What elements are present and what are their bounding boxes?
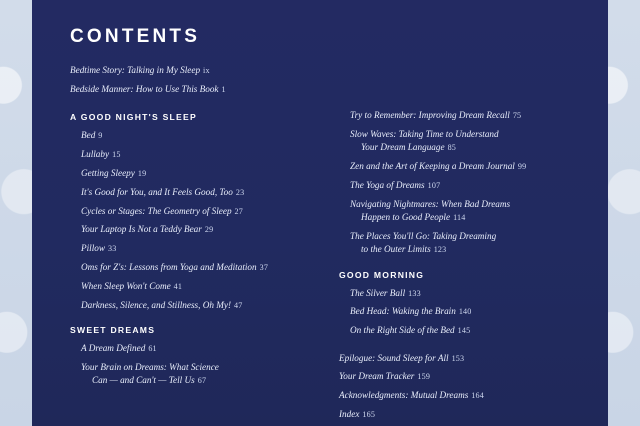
toc-entry-page: 15: [112, 150, 121, 160]
toc-entry-page: 99: [517, 162, 527, 172]
toc-entry-title: Your Dream Tracker: [339, 371, 415, 382]
contents-column-left: [70, 64, 313, 426]
toc-entry-page: 47: [234, 300, 243, 310]
toc-entry-title: Getting Sleepy: [81, 167, 135, 178]
toc-entry-page: 159: [417, 372, 431, 382]
toc-entry-title-line2: Your Dream Language 85: [361, 142, 457, 153]
toc-entry-title: Try to Remember: Improving Dream Recall: [350, 110, 510, 120]
toc-entry[interactable]: [70, 129, 313, 142]
toc-entry-page: 37: [259, 263, 269, 273]
toc-entry[interactable]: [70, 242, 313, 255]
toc-entry[interactable]: [70, 342, 313, 355]
backmatter-list: [339, 352, 582, 422]
toc-entry[interactable]: [339, 305, 582, 318]
toc-entry-title: Oms for Z's: Lessons from Yoga and Meditation: [81, 262, 257, 273]
toc-entry[interactable]: [70, 299, 313, 312]
toc-entry[interactable]: [339, 198, 582, 225]
toc-entry-title: Navigating Nightmares: When Bad Dreams: [350, 198, 511, 209]
toc-entry-page: 1: [221, 84, 226, 94]
toc-entry[interactable]: [339, 109, 582, 122]
toc-entry-title: Zen and the Art of Keeping a Dream Journal: [350, 161, 515, 172]
toc-entry-page: 41: [173, 281, 183, 291]
contents-column-right: [339, 64, 582, 426]
toc-entry[interactable]: [339, 324, 582, 337]
toc-entry[interactable]: [70, 361, 313, 388]
contents-columns: [70, 64, 582, 426]
toc-entry-title: When Sleep Won't Come: [81, 280, 171, 291]
toc-entry-title-line2: to the Outer Limits 123: [361, 244, 447, 255]
toc-entry[interactable]: [70, 280, 313, 293]
toc-entry[interactable]: [339, 408, 582, 421]
toc-entry[interactable]: [339, 179, 582, 192]
toc-entry-page: 145: [457, 326, 471, 336]
toc-entry-page: 29: [204, 225, 214, 235]
toc-entry[interactable]: [70, 223, 313, 236]
toc-entry-title-line2: Can — and Can't — Tell Us 67: [92, 375, 207, 386]
toc-entry-page: 85: [447, 143, 457, 153]
toc-entry-title: A Dream Defined: [81, 343, 146, 354]
toc-entry-title: Your Laptop Is Not a Teddy Bear: [81, 224, 202, 235]
toc-entry-page: 114: [453, 213, 466, 223]
toc-entry-title: Darkness, Silence, and Stillness, Oh My!: [81, 299, 232, 310]
toc-entry-page: 27: [234, 206, 244, 216]
toc-entry-title: On the Right Side of the Bed: [350, 325, 455, 336]
toc-entry-page: 153: [451, 353, 465, 363]
toc-entry-page: 75: [512, 111, 522, 120]
toc-entry-page: 67: [197, 376, 207, 386]
contents-panel: [32, 0, 608, 426]
page-title: CONTENTS: [70, 26, 201, 47]
toc-entry-title: Cycles or Stages: The Geometry of Sleep: [81, 205, 232, 216]
toc-entry-title: The Silver Ball: [350, 287, 406, 298]
toc-entry-title: Lullaby: [81, 149, 110, 160]
toc-entry-title-line2: Happen to Good People 114: [361, 212, 466, 223]
toc-entry-page: 107: [427, 180, 441, 190]
toc-entry-page: 9: [98, 131, 103, 141]
toc-entry-title: The Yoga of Dreams: [350, 179, 425, 190]
section-heading-sweet-dreams: SWEET DREAMS: [70, 325, 156, 336]
toc-entry[interactable]: [339, 389, 582, 402]
toc-entry-title: Acknowledgments: Mutual Dreams: [339, 390, 469, 401]
toc-entry-page: 33: [108, 244, 117, 254]
toc-entry[interactable]: [339, 287, 582, 300]
toc-entry-title: The Places You'll Go: Taking Dreaming: [350, 230, 497, 241]
toc-entry-title: Bed Head: Waking the Brain: [350, 306, 456, 317]
toc-entry-title: Your Brain on Dreams: What Science: [81, 361, 219, 372]
toc-entry-title: Bedtime Story: Talking in My Sleep: [70, 65, 201, 75]
toc-entry[interactable]: [70, 186, 313, 199]
toc-entry-page: 164: [471, 391, 485, 401]
toc-entry[interactable]: [339, 128, 582, 155]
decorative-right-edge: [606, 0, 640, 426]
toc-entry[interactable]: [70, 64, 313, 77]
toc-entry-title: It's Good for You, and It Feels Good, Too: [81, 186, 233, 197]
toc-entry[interactable]: [339, 370, 582, 383]
toc-entry-title: Index: [339, 409, 360, 420]
toc-entry[interactable]: [339, 160, 582, 173]
toc-entry-page: 23: [235, 187, 245, 197]
toc-entry-title: Bed: [81, 130, 96, 141]
section-heading-good-morning: GOOD MORNING: [339, 269, 425, 280]
toc-entry-title: Pillow: [81, 243, 105, 254]
toc-entry-page: 133: [408, 288, 421, 298]
toc-entry[interactable]: [339, 230, 582, 257]
toc-entry[interactable]: [70, 167, 313, 180]
toc-entry-title: Epilogue: Sound Sleep for All: [339, 352, 449, 363]
toc-entry[interactable]: [339, 352, 582, 365]
toc-entry-page: ix: [203, 66, 210, 75]
toc-entry[interactable]: [70, 148, 313, 161]
toc-entry[interactable]: [70, 205, 313, 218]
toc-entry-page: 165: [362, 410, 376, 420]
toc-entry-title: Slow Waves: Taking Time to Understand: [350, 128, 499, 139]
toc-entry-title: Bedside Manner: How to Use This Book: [70, 83, 219, 94]
toc-entry[interactable]: [70, 261, 313, 274]
section-heading-a-good-nights-sleep: A GOOD NIGHT'S SLEEP: [70, 112, 197, 123]
decorative-left-edge: [0, 0, 34, 426]
toc-entry-page: 61: [148, 344, 157, 354]
toc-entry-page: 123: [433, 245, 447, 255]
toc-entry-page: 19: [137, 168, 147, 178]
toc-entry-page: 140: [458, 307, 472, 317]
toc-entry[interactable]: [70, 83, 313, 96]
